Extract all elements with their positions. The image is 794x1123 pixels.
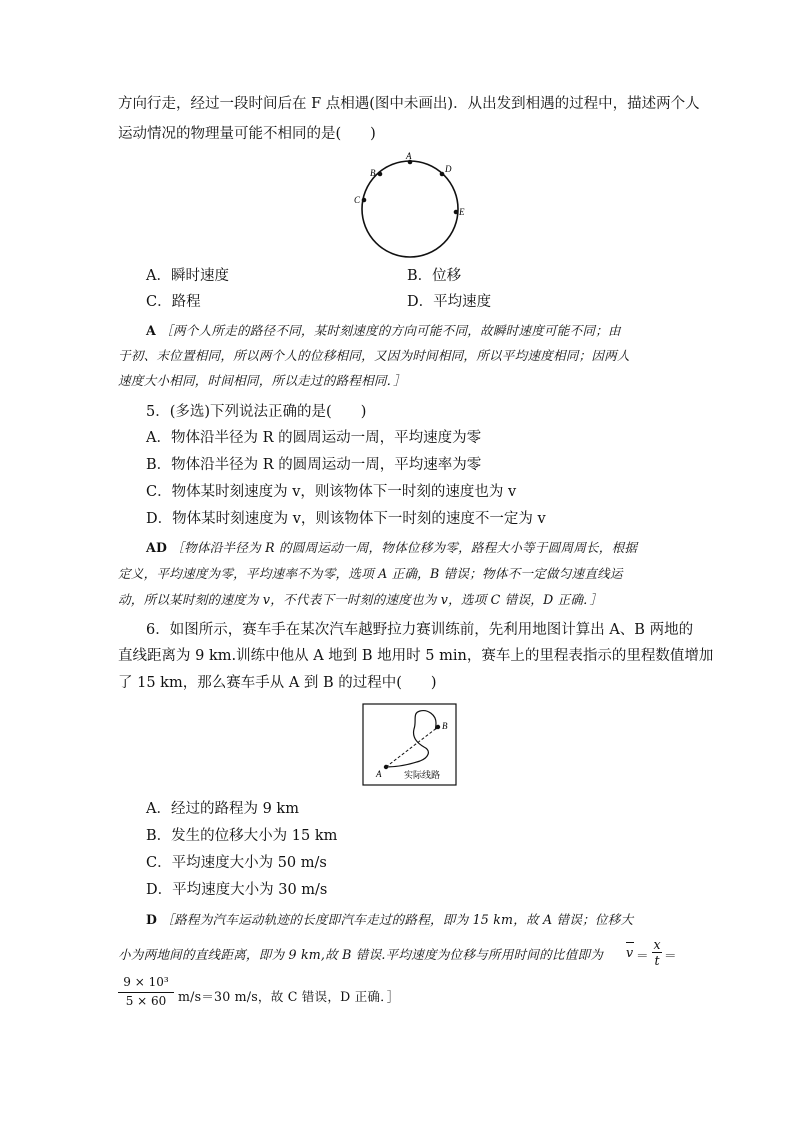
q4-option-b: B．位移 — [407, 268, 462, 284]
label-b: B — [370, 168, 376, 178]
q4-stem-line-2: 运动情况的物理量可能不相同的是( ) — [118, 126, 376, 142]
q4-explanation-line-2: 于初、末位置相同，所以两个人的位移相同，又因为时间相同，所以平均速度相同；因两人 — [118, 348, 630, 363]
point-b — [436, 725, 440, 729]
q4-option-a: A．瞬时速度 — [146, 268, 229, 284]
q6-option-b: B．发生的位移大小为 15 km — [146, 828, 338, 844]
point-b — [378, 172, 383, 177]
q4-circle-figure — [350, 152, 480, 262]
fraction-numerator: 9 × 10³ — [123, 975, 169, 989]
q5-option-c: C．物体某时刻速度为 v，则该物体下一时刻的速度也为 v — [146, 484, 517, 500]
q6-explanation-line-1: D ［路程为汽车运动轨迹的长度即汽车走过的路程，即为 15 km，故 A 错误；位移大 — [146, 912, 634, 927]
equals-sign: ＝ — [636, 948, 649, 963]
straight-line-ab — [386, 727, 438, 767]
numerator-x: x — [653, 937, 661, 952]
point-a — [384, 765, 388, 769]
q4-option-d: D．平均速度 — [407, 294, 492, 310]
q4-explanation-line-1: A ［两个人所走的路径不同，某时刻速度的方向可能不同，故瞬时速度可能不同；由 — [146, 323, 621, 338]
denominator-t: t — [654, 953, 660, 968]
label-b: B — [442, 721, 448, 731]
q4-option-c: C．路程 — [146, 294, 201, 310]
fraction-denominator: 5 × 60 — [125, 994, 167, 1008]
label-a: A — [376, 769, 382, 779]
q5-option-d: D．物体某时刻速度为 v，则该物体下一时刻的速度不一定为 v — [146, 511, 546, 527]
actual-route-path — [386, 711, 438, 767]
q6-option-c: C．平均速度大小为 50 m/s — [146, 855, 327, 871]
point-d — [440, 172, 445, 177]
q5-answer-key: AD — [146, 540, 168, 555]
q6-option-d: D．平均速度大小为 30 m/s — [146, 882, 328, 898]
q6-explanation-line-2: 小为两地间的直线距离，即为 9 km,故 B 错误.平均速度为位移与所用时间的比值即为 — [118, 947, 604, 962]
q6-route-figure — [362, 703, 458, 787]
q5-explanation-line-3: 动，所以某时刻的速度为 v，不代表下一时刻的速度也为 v，选项 C 错误，D 正确．］ — [118, 592, 603, 607]
point-c — [362, 198, 367, 203]
label-d: D — [445, 164, 452, 174]
q4-explanation-line-3: 速度大小相同，时间相同，所以走过的路程相同．］ — [118, 373, 406, 388]
label-e: E — [459, 207, 465, 217]
q5-option-a: A．物体沿半径为 R 的圆周运动一周，平均速度为零 — [146, 430, 482, 446]
q4-stem-line-1: 方向行走，经过一段时间后在 F 点相遇(图中未画出)．从出发到相遇的过程中，描述两个人 — [118, 96, 700, 112]
label-c: C — [354, 195, 361, 205]
v-bar-symbol: v — [626, 945, 633, 960]
q6-stem-line-3: 了 15 km，那么赛车手从 A 到 B 的过程中( ) — [118, 675, 437, 691]
q6-option-a: A．经过的路程为 9 km — [146, 801, 299, 817]
avg-velocity-formula: v ＝ x t ＝ — [626, 937, 677, 968]
label-actual-route: 实际线路 — [404, 771, 441, 781]
point-e — [454, 210, 459, 215]
q6-stem-line-1: 6．如图所示，赛车手在某次汽车越野拉力赛训练前，先利用地图计算出 A、B 两地的 — [146, 622, 694, 638]
q5-explanation-line-2: 定义，平均速度为零，平均速率不为零，选项 A 正确，B 错误；物体不一定做匀速直线运 — [118, 566, 623, 581]
q6-explanation-line-3: m/s＝30 m/s，故 C 错误，D 正确．］ — [178, 989, 400, 1004]
q4-answer-key: A — [146, 323, 156, 338]
q6-answer-key: D — [146, 912, 158, 927]
label-a: A — [406, 152, 412, 161]
q5-option-b: B．物体沿半径为 R 的圆周运动一周，平均速率为零 — [146, 457, 482, 473]
numeric-fraction — [118, 975, 174, 1015]
q5-stem: 5．(多选)下列说法正确的是( ) — [146, 404, 367, 420]
q5-explanation-line-1: AD ［物体沿半径为 R 的圆周运动一周，物体位移为零，路程大小等于圆周周长，根据 — [146, 540, 638, 555]
q6-stem-line-2: 直线距离为 9 km.训练中他从 A 地到 B 地用时 5 min，赛车上的里程表指示的里程数值增加 — [118, 648, 714, 664]
